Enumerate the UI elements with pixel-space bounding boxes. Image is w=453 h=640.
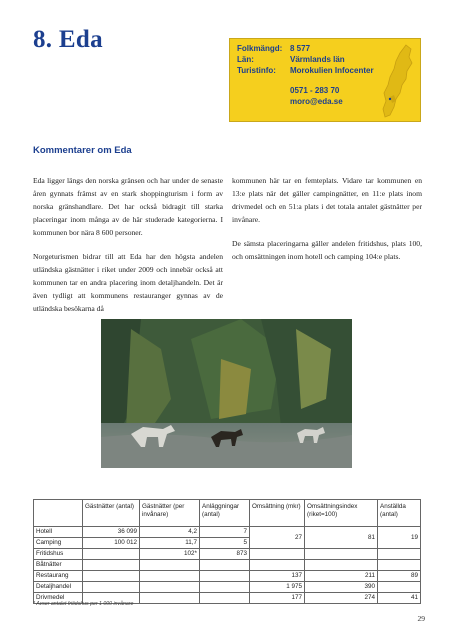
- page-title: 8. Eda: [33, 26, 103, 53]
- merged-omsattning: 27: [250, 527, 305, 549]
- table-header-cell: Gästnätter (per invånare): [140, 500, 200, 527]
- table-row: Detaljhandel 1 975 390: [34, 582, 421, 593]
- paragraph: De sämsta placeringarna gäller andelen fritidshus, plats 100, och omsättningen inom hotell och camping 104:e plats.: [232, 239, 422, 261]
- table-header-cell: Anställda (antal): [378, 500, 421, 527]
- table-footnote: * Avser antalet fritidshus per 1 000 invånare: [33, 601, 134, 607]
- table-header-cell: [34, 500, 83, 527]
- statistics-table: [33, 499, 421, 604]
- info-row-population: Folkmängd: 8 577: [237, 44, 311, 53]
- sweden-map-icon: [376, 43, 414, 119]
- row-label: Detaljhandel: [34, 582, 83, 593]
- merged-index: 81: [305, 527, 378, 549]
- info-phone: 0571 - 283 70: [290, 86, 340, 95]
- table-header-cell: Omsättning (mkr): [250, 500, 305, 527]
- row-label: Fritidshus: [34, 549, 83, 560]
- page-number: 29: [417, 614, 425, 623]
- moose-photo: [101, 319, 352, 468]
- merged-anstallda: 19: [378, 527, 421, 549]
- table-row: Hotell 36 099 4,2 7 27 81 19: [34, 527, 421, 538]
- section-heading: Kommentarer om Eda: [33, 145, 132, 156]
- municipality-info-box: [229, 38, 421, 122]
- text-column-right: [232, 174, 422, 274]
- paragraph: Eda ligger längs den norska gränsen och har under de senaste åren gynnats främst av en stark shoppingturism i form av norska gränshandlare. Det har också bidragit till starka placeringar inom många av de här studerade kategorierna. I kommunen bor nära 8 600 personer.: [33, 176, 223, 237]
- table-header-cell: Gästnätter (antal): [83, 500, 140, 527]
- row-label: Båtnätter: [34, 560, 83, 571]
- table-row: Fritidshus 102* 873: [34, 549, 421, 560]
- text-column-left: [33, 174, 223, 326]
- paragraph: Norgeturismen bidrar till att Eda har den högsta andelen utländska gästnätter i riket under 2009 och innebär också att kommunen tar en andra placering inom detaljhandeln. Det är även tydligt att kommunens restauranger gynnas av de utländska besökarna då: [33, 252, 223, 313]
- paragraph: kommunen här tar en femteplats. Vidare tar kommunen en 13:e plats när det gäller campingnätter, en 11:e plats inom drivmedel och en 51:a plats i det totala antalet gästnätter per invånare.: [232, 176, 422, 224]
- row-label: Drivmedel: [34, 593, 83, 604]
- table-header-cell: Anläggningar (antal): [200, 500, 250, 527]
- row-label: Restaurang: [34, 571, 83, 582]
- row-label: Camping: [34, 538, 83, 549]
- table-row: Drivmedel 177 274 41: [34, 593, 421, 604]
- table-header-row: [34, 500, 421, 527]
- row-label: Hotell: [34, 527, 83, 538]
- info-email[interactable]: moro@eda.se: [290, 97, 343, 106]
- table-row: Restaurang 137 211 89: [34, 571, 421, 582]
- table-header-cell: Omsättningsindex (riket=100): [305, 500, 378, 527]
- info-row-county: Län: Värmlands län: [237, 55, 345, 64]
- info-row-tourist-info: Turistinfo: Morokulien Infocenter: [237, 66, 374, 75]
- table-row: Camping 100 012 11,7 5: [34, 538, 421, 549]
- table-row: [34, 560, 421, 571]
